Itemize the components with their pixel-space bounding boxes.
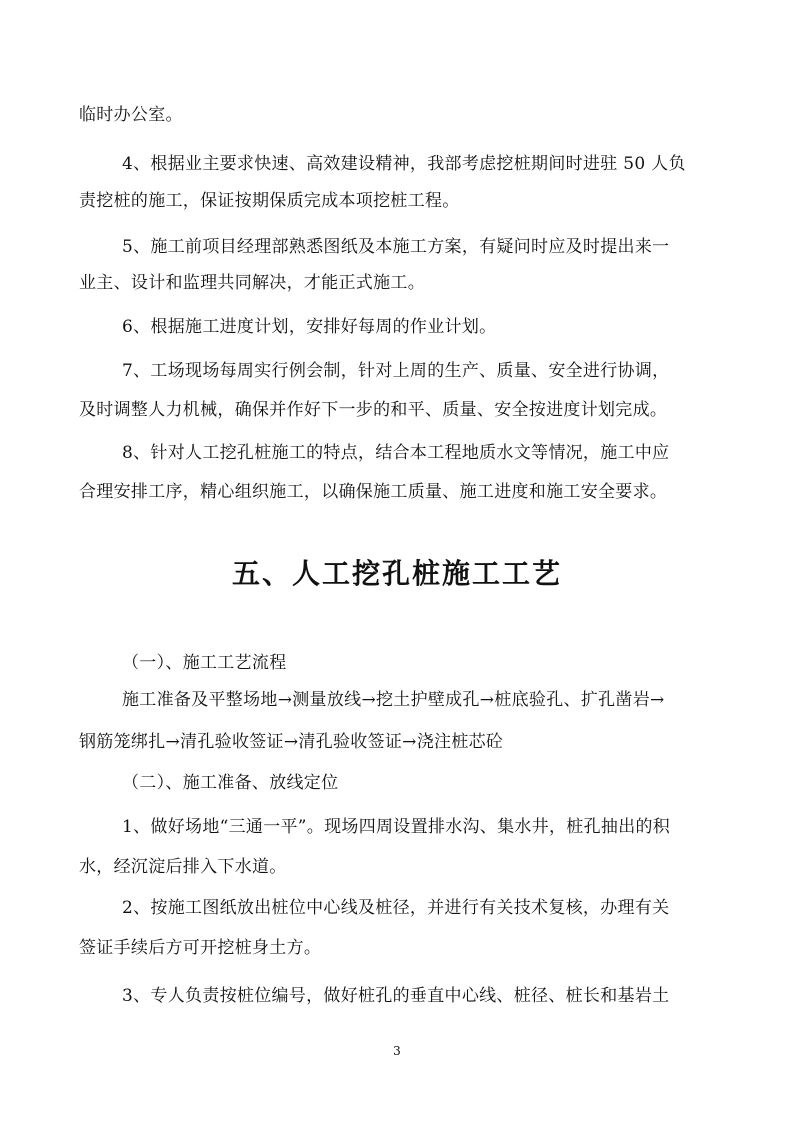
process-flow-line: 施工准备及平整场地→测量放线→挖土护壁成孔→桩底验孔、扩孔凿岩→: [122, 690, 665, 710]
paragraph-line: 合理安排工序，精心组织施工，以确保施工质量、施工进度和施工安全要求。: [79, 482, 668, 502]
paragraph-line: 5、施工前项目经理部熟悉图纸及本施工方案，有疑问时应及时提出来一: [122, 237, 670, 257]
section-heading: 五、人工挖孔桩施工工艺: [231, 557, 562, 590]
paragraph-line: 水，经沉淀后排入下水道。: [79, 857, 287, 877]
paragraph-line: 业主、设计和监理共同解决，才能正式施工。: [79, 273, 425, 293]
paragraph-line: 8、针对人工挖孔桩施工的特点，结合本工程地质水文等情况，施工中应: [122, 443, 670, 463]
paragraph-line: 3、专人负责按桩位编号，做好桩孔的垂直中心线、桩径、桩长和基岩土: [122, 986, 670, 1006]
paragraph-line: 1、做好场地“三通一平”。现场四周设置排水沟、集水井，桩孔抽出的积: [122, 817, 671, 837]
subsection-heading: （二）、施工准备、放线定位: [122, 773, 339, 793]
paragraph-line: 4、根据业主要求快速、高效建设精神，我部考虑挖桩期间时进驻 50 人负: [122, 154, 686, 174]
process-flow-line: 钢筋笼绑扎→清孔验收签证→清孔验收签证→浇注桩芯砼: [79, 732, 504, 752]
paragraph-line: 责挖桩的施工，保证按期保质完成本项挖桩工程。: [79, 191, 460, 211]
paragraph-line: 临时办公室。: [79, 105, 183, 125]
subsection-heading: （一）、施工工艺流程: [122, 653, 287, 673]
paragraph-line: 及时调整人力机械，确保并作好下一步的和平、质量、安全按进度计划完成。: [79, 400, 668, 420]
paragraph-line: 2、按施工图纸放出桩位中心线及桩径，并进行有关技术复核，办理有关: [122, 898, 670, 918]
paragraph-line: 签证手续后方可开挖桩身土方。: [79, 938, 322, 958]
paragraph-line: 6、根据施工进度计划，安排好每周的作业计划。: [122, 317, 497, 337]
paragraph-line: 7、工场现场每周实行例会制，针对上周的生产、质量、安全进行协调，: [122, 361, 670, 381]
page-number: 3: [393, 1044, 401, 1058]
